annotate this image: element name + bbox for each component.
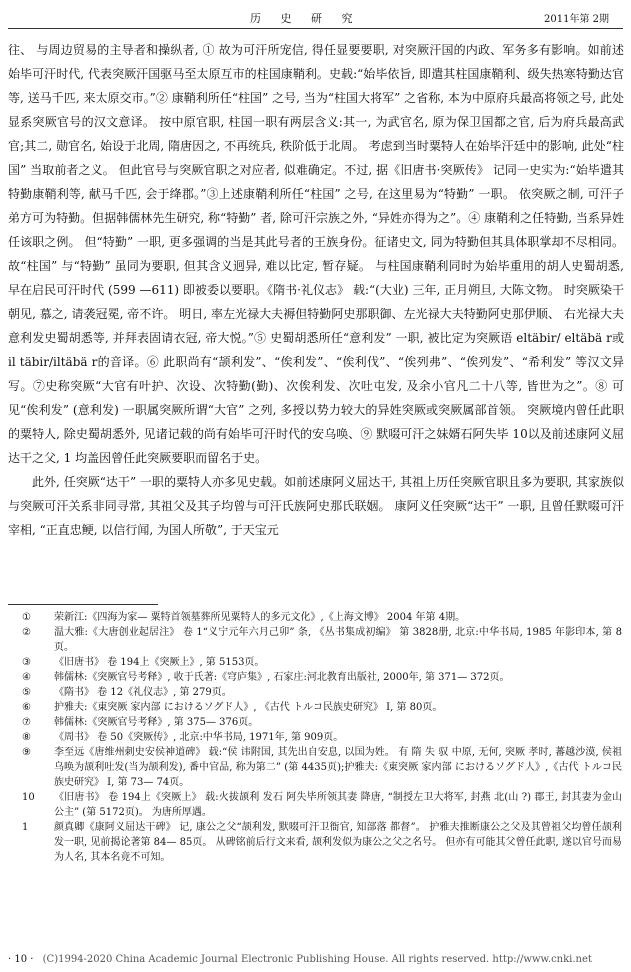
page-footer [8, 954, 623, 965]
footnote-number: ⑤ [22, 687, 31, 698]
header-rule [8, 28, 623, 29]
footnote-number: ③ [22, 657, 31, 668]
page-number: · 10 · [8, 954, 34, 965]
footnote-text: 李至远《唐维州刺史安侯神道碑》 载:“侯 讳附国, 其先出自安息, 以国为姓。 有 隋 失 驭 中原, 无何, 突厥 孝时, 蕃越沙漠, 侯祖乌唤为颉利吐发(当为颉利发), 番中官品, 称为第二” (第 4435页);护雅夫:《東突厥 家内部 におけるソグド人》,《古代 トルコ民族史研究》 I, 第 73— 74页。 [54, 747, 622, 788]
footnote-number: ⑨ [22, 747, 31, 758]
footnote [22, 730, 622, 745]
footnote-number: ⑦ [22, 717, 31, 728]
footnote-text: 颜真卿《康阿义屈达干碑》 记, 康公之父“颉利发, 默啜可汗卫衙官, 知部落 都督”。 护雅夫推断康公之父及其曾祖父均曾任颉利发一职, 见前揭论著第 84— 85页。 从碑铭前后行文来看, 颉利发似为康公之父之名号。 但亦有可能其父曾任此职, 遂以官号而易为人名, 其本名竟不可知。 [54, 822, 622, 863]
footnote [22, 625, 622, 655]
footnote-text: 《隋书》 卷 12《礼仪志》, 第 279页。 [54, 687, 232, 698]
copyright-notice: (C)1994-2020 China Academic Journal Electronic Publishing House. All rights reserved. http://www.cnki.net [42, 954, 592, 965]
footnote [22, 700, 622, 715]
footnotes [22, 610, 622, 865]
footnote-text: 荣新江:《四海为家— 粟特首领墓葬所见粟特人的多元文化》,《上海文博》 2004 年第 4期。 [54, 612, 466, 623]
footnote-text: 《旧唐书》 卷 194上《突厥上》, 第 5153页。 [54, 657, 265, 668]
footnote-text: 《周书》 卷 50《突厥传》, 北京:中华书局, 1971年, 第 909页。 [54, 732, 344, 743]
footnote-separator [8, 604, 158, 605]
footnote-number: ② [22, 627, 31, 638]
footnote-text: 《旧唐书》 卷 194上《突厥上》 载:火拔颉利 发石 阿失毕所领其妻 降唐, “制授左卫大将军, 封燕 北(山 ?) 郡王, 封其妻为金山公主” (第 5172页)。 为唐所厚遇。 [54, 792, 622, 818]
footnote-number: ⑧ [22, 732, 31, 743]
main-text [8, 38, 624, 542]
footnote-number: ⑥ [22, 702, 31, 713]
footnote-number: ④ [22, 672, 31, 683]
footnote [22, 685, 622, 700]
footnote [22, 670, 622, 685]
body-paragraph: 往、 与周边贸易的主导者和操纵者, ① 故为可汗所宠信, 得任显要要职, 对突厥汗国的内政、军务多有影响。如前述始毕可汗时代, 代表突厥汗国驱马至太原互市的柱国康鞘利。史载:“始毕依旨, 即遣其柱国康鞘利、级失热寒特勤达官等, 送马千匹, 来太原交市。”② 康鞘利所任“柱国” 之号, 当为“柱国大将军” 之省称, 本为中原府兵最高将领之号, 此处显系突厥官号的汉文意译。 按中原官职, 柱国一职有两层含义:其一, 为武官名, 原为保卫国都之官, 后为府兵最高武官;其二, 勋官名, 始设于北周, 隋唐因之, 不再统兵, 秩阶低于北周。 考虑到当时粟特人在始毕汗廷中的影响, 此处“柱国” 当取前者之义。 但此官号与突厥官职之对应者, 似难确定。不过, 据《旧唐书·突厥传》 记同一史实为:“始毕遣其特勤康鞘利等, 献马千匹, 会于绛郡。”③上述康鞘利所任“柱国” 之号, 在这里易为“特勤” 一职。 依突厥之制, 可汗子弟方可为特勤。但据韩儒林先生研究, 称“特勤” 者, 除可汗宗族之外, “异姓亦得为之”。④ 康鞘利之任特勤, 当系异姓任该职之例。 但“特勤” 一职, 更多强调的当是其此号者的王族身份。征诸史文, 同为特勤但其具体职掌却不尽相同。故“柱国” 与“特勤” 虽同为要职, 但其含义迥异, 难以比定, 暂存疑。 与柱国康鞘利同时为始毕重用的胡人史蜀胡悉, 早在启民可汗时代 (599 —611) 即被委以要职。《隋书·礼仪志》 载:“(大业) 三年, 正月朔旦, 大陈文物。 时突厥染干朝见, 慕之, 请袭冠冕, 帝不许。 明日, 率左光禄大夫褥但特勤阿史那职御、左光禄大夫特勤阿史那伊顺、 右光禄大夫意利发史蜀胡悉等, 并拜表固请衣冠, 帝大悦。”⑤ 史蜀胡悉所任“意利发” 一职, 被比定为突厥语 eltäbir/ eltäbä r或il täbir/iltäbä r的音译。⑥ 此职尚有“颉利发”、“俟利发”、“俟利伐”、“俟列弗”、“俟列发”、“希利发” 等汉文异写。⑦史称突厥“大官有叶护、次设、次特勤(勤)、次俟利发、次吐屯发, 及余小官凡二十八等, 皆世为之”。⑧ 可见“俟利发” (意利发) 一职属突厥所谓“大官” 之列, 多授以势力较大的异姓突厥或突厥属部首领。 突厥境内曾任此职的粟特人, 除史蜀胡悉外, 见诸记载的尚有始毕可汗时代的安乌唤、⑨ 默啜可汗之妹婿石阿失毕 10以及前述康阿义屈达干之父, 1 均盖因曾任此突厥要职而留名于史。 [8, 43, 624, 465]
footnote-number: 10 [22, 792, 35, 803]
running-header [0, 0, 631, 32]
footnote [22, 745, 622, 790]
body-paragraph: 此外, 任突厥“达干” 一职的粟特人亦多见史载。如前述康阿义屈达干, 其祖上历任突厥官职且多为要职, 其家族似与突厥可汗关系非同寻常, 其祖父及其子均曾与可汗氏族阿史那氏联姻。 康阿义任突厥“达干” 一职, 且曾任默啜可汗宰相, “正直忠鲠, 以信行闻, 为国人所敬”, 于天宝元 [8, 475, 624, 537]
footnote-text: 韩儒林:《突厥官号考释》, 收于氏著:《穹庐集》, 石家庄:河北教育出版社, 2000年, 第 371— 372页。 [54, 672, 510, 683]
footnote [22, 610, 622, 625]
footnote-text: 温大雅:《大唐创业起居注》 卷 1“义宁元年六月己卯” 条, 《丛书集成初编》 第 3828册, 北京:中华书局, 1985 年影印本, 第 8页。 [54, 627, 622, 653]
footnote-text: 韩儒林:《突厥官号考释》, 第 375— 376页。 [54, 717, 259, 728]
footnote-text: 护雅夫:《東突厥 家内部 におけるソグド人》, 《古代 トルコ民族史研究》 I, 第 80页。 [54, 702, 443, 713]
footnote [22, 820, 622, 865]
footnote [22, 790, 622, 820]
footnote [22, 715, 622, 730]
journal-title: 历 史 研 究 [250, 12, 361, 25]
footnote-number: ① [22, 612, 31, 623]
footnote-number: 1 [22, 822, 29, 833]
footnote [22, 655, 622, 670]
issue-number: 2011年第 2期 [544, 14, 609, 25]
